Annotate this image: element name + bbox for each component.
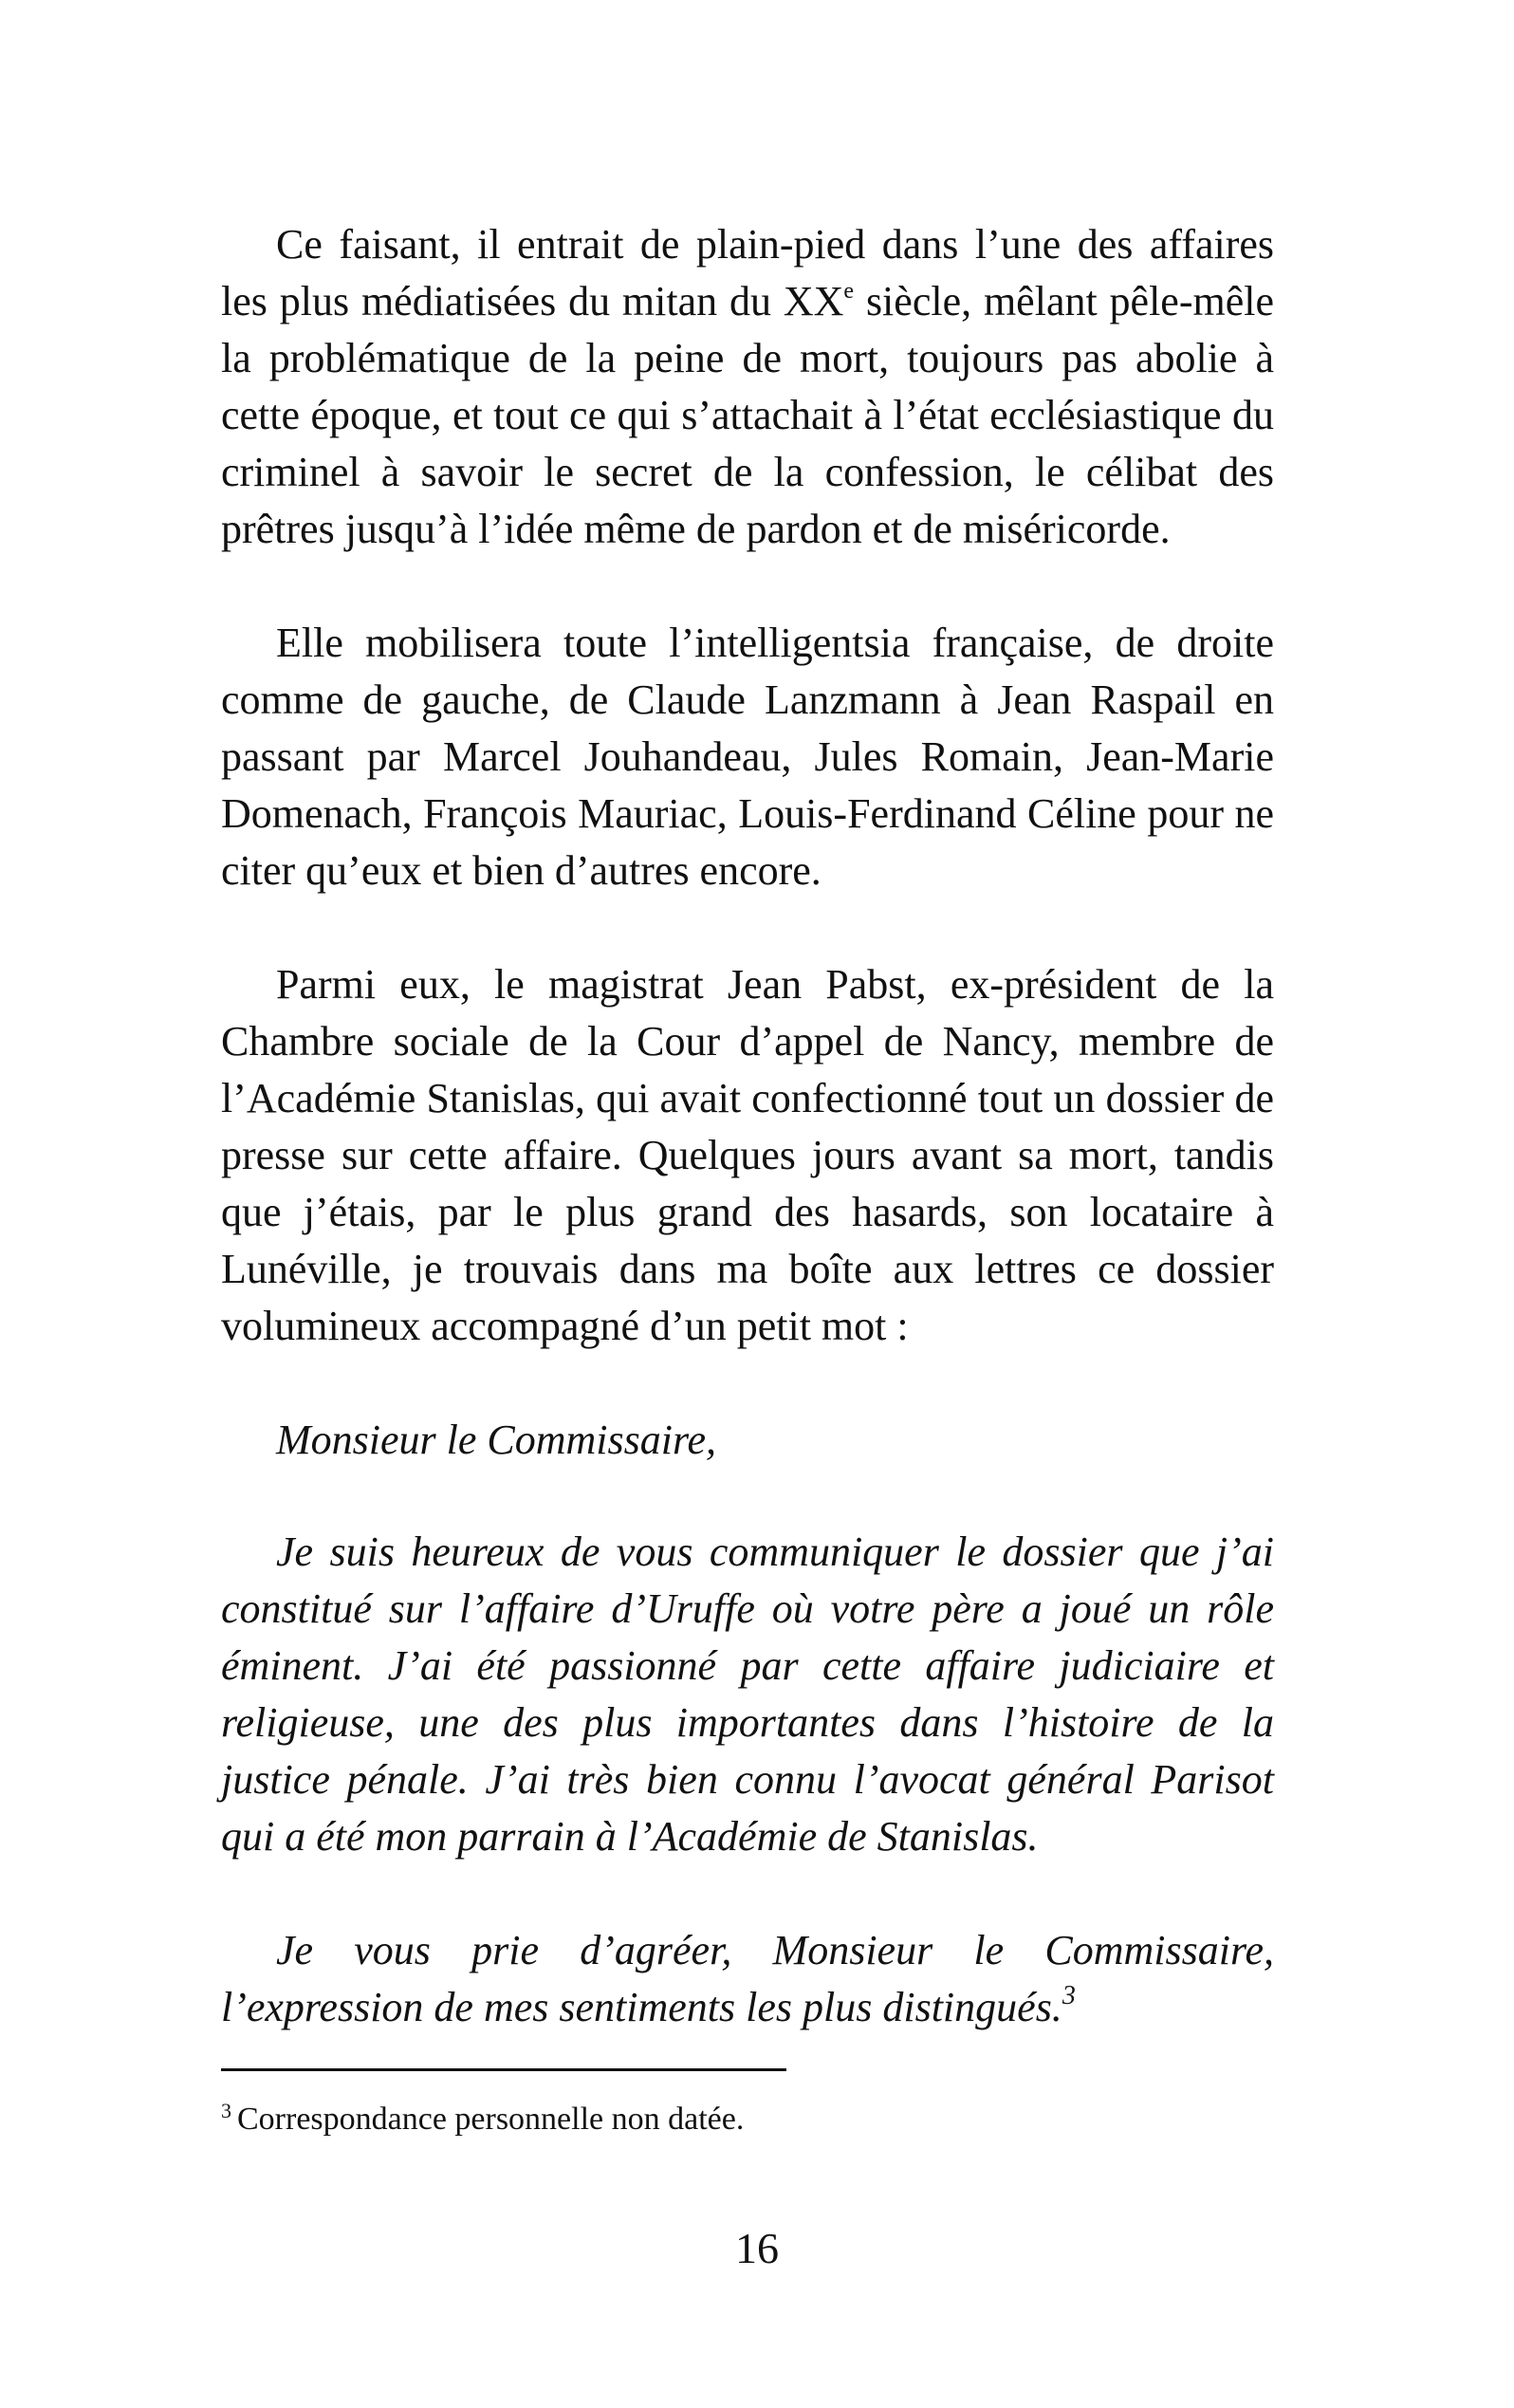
- page-body: [221, 216, 1274, 2093]
- paragraph-1-text-start: Ce faisant, il entrait de plain-pied dans l’une des affaires les plus médiatisées du mitan du XX: [221, 221, 1274, 324]
- paragraph-2: Elle mobilisera toute l’intelligentsia française, de droite comme de gauche, de Claude Lanzmann à Jean Raspail en passant par Marcel Jouhandeau, Jules Romain, Jean-Marie Domenach, François Mauriac, Louis-Ferdinand Céline pour ne citer qu’eux et bien d’autres encore.: [221, 620, 1274, 894]
- letter-body: Je suis heureux de vous communiquer le dossier que j’ai constitué sur l’affaire d’Uruffe où votre père a joué un rôle éminent. J’ai été passionné par cette affaire judiciaire et religieuse, une des plus importantes dans l’histoire de la justice pénale. J’ai très bien connu l’avocat général Parisot qui a été mon parrain à l’Académie de Stanislas.: [221, 1528, 1274, 1860]
- footnote-reference[interactable]: 3: [1062, 1981, 1076, 2010]
- footnote-marker: 3: [221, 2099, 231, 2122]
- letter-closing-text: Je vous prie d’agréer, Monsieur le Commissaire, l’expression de mes sentiments les plus distingués.: [221, 1927, 1274, 2030]
- paragraph-1: [221, 216, 1274, 558]
- letter-salutation: Monsieur le Commissaire,: [276, 1417, 717, 1463]
- paragraph-1-text-end: siècle, mêlant pêle-mêle la problématique de la peine de mort, toujours pas abolie à cette époque, et tout ce qui s’attachait à l’état ecclésiastique du criminel à savoir le secret de la confession, le célibat des prêtres jusqu’à l’idée même de pardon et de miséricorde.: [221, 278, 1274, 552]
- century-superscript: e: [843, 279, 855, 304]
- footnote-text: Correspondance personnelle non datée.: [237, 2102, 745, 2137]
- page-number: 16: [735, 2224, 779, 2272]
- letter-closing: [221, 1922, 1274, 2036]
- footnote-divider: [221, 2068, 786, 2071]
- paragraph-3: Parmi eux, le magistrat Jean Pabst, ex-président de la Chambre sociale de la Cour d’appel de Nancy, membre de l’Académie Stanislas, qui avait confectionné tout un dossier de presse sur cette affaire. Quelques jours avant sa mort, tandis que j’étais, par le plus grand des hasards, son locataire à Lunéville, je trouvais dans ma boîte aux lettres ce dossier volumineux accompagné d’un petit mot :: [221, 961, 1274, 1349]
- footnote: [221, 2099, 1274, 2140]
